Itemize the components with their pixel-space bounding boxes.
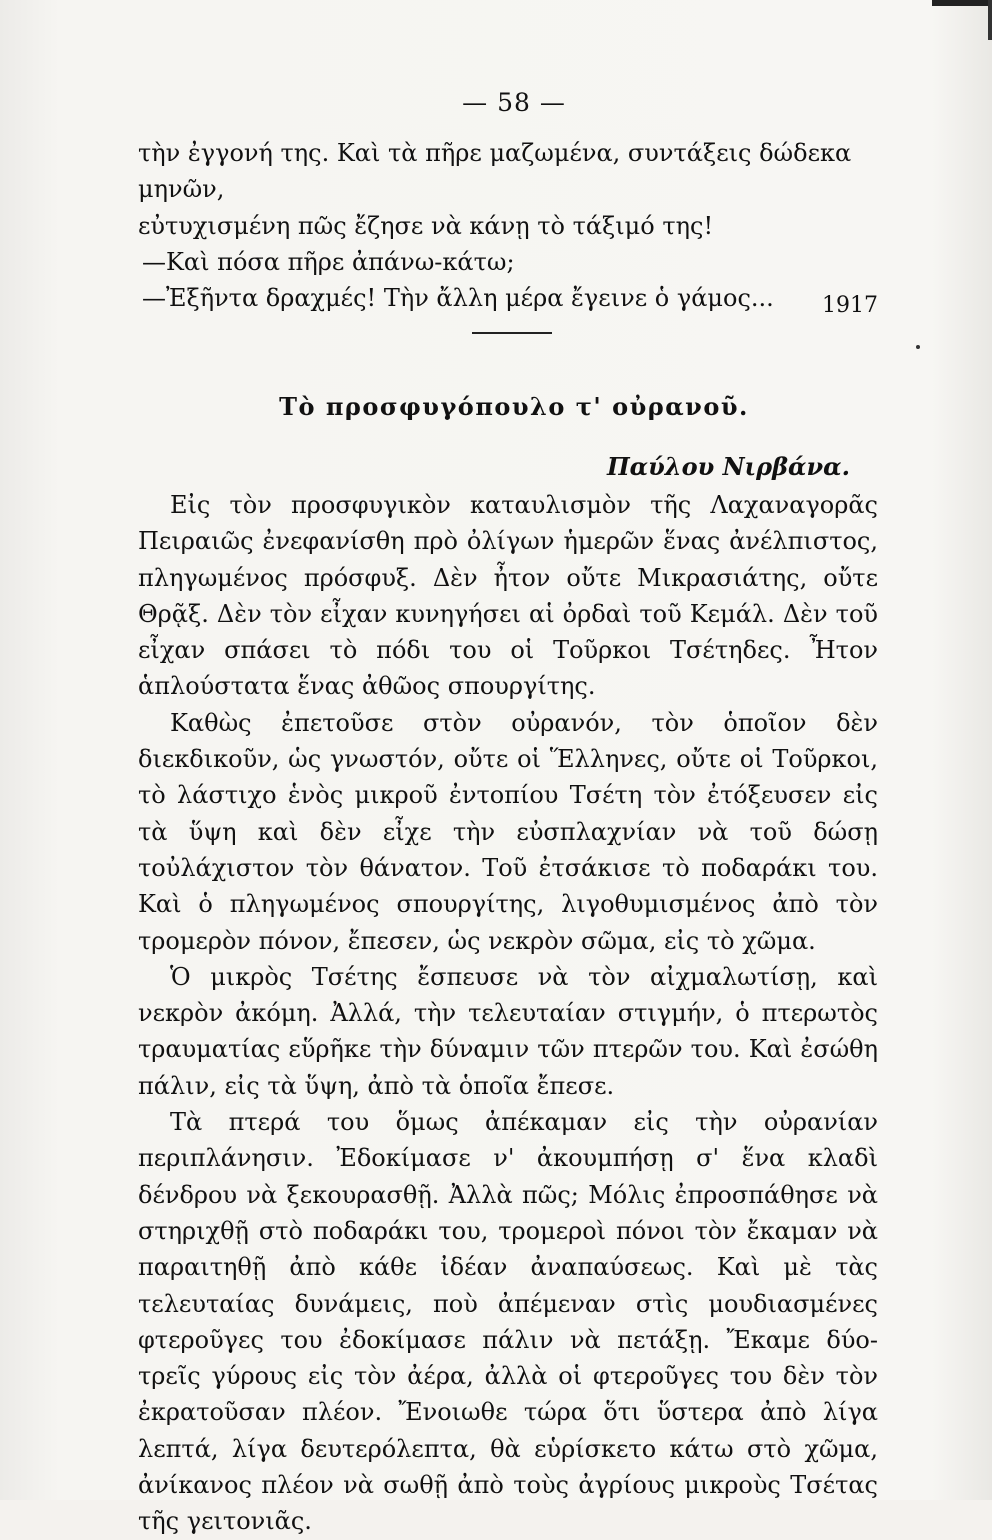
text-line: τὴν ἐγγονή της. Καὶ τὰ πῆρε μαζωμένα, συντάξεις δώδεκα μηνῶν, — [138, 139, 852, 204]
story-year: 1917 — [822, 293, 878, 318]
scan-speck — [916, 345, 920, 349]
text-line: —Καὶ πόσα πῆρε ἀπάνω-κάτω; — [142, 247, 515, 276]
story-body — [138, 487, 878, 1540]
scan-edge-right — [988, 0, 992, 40]
paragraph: Ὁ μικρὸς Τσέτης ἔσπευσε νὰ τὸν αἰχμαλωτίσῃ, καὶ νεκρὸν ἀκόμη. Ἀλλά, τὴν τελευταίαν στιγμήν, ὁ πτερωτὸς τραυματίας εὕρῆκε τὴν δύναμιν τῶν πτερῶν του. Καὶ ἐσώθη πάλιν, εἰς τὰ ὕψη, ἀπὸ τὰ ὁποῖα ἔπεσε. — [138, 962, 878, 1100]
previous-story-ending — [138, 135, 878, 316]
section-divider — [472, 332, 552, 334]
text-line: εὐτυχισμένη πῶς ἔζησε νὰ κάνῃ τὸ τάξιμό της! — [138, 211, 714, 240]
paragraph: Εἰς τὸν προσφυγικὸν καταυλισμὸν τῆς Λαχαναγορᾶς Πειραιῶς ἐνεφανίσθη πρὸ ὀλίγων ἡμερῶν ἕνας ἀνέλπιστος, πληγωμένος πρόσφυξ. Δὲν ἦτον οὔτε Μικρασιάτης, οὔτε Θρᾷξ. Δὲν τὸν εἶχαν κυνηγήσει αἱ ὀρδαὶ τοῦ Κεμάλ. Δὲν τοῦ εἶχαν σπάσει τὸ πόδι του οἱ Τοῦρκοι Τσέτηδες. Ἦτον ἁπλούστατα ἕνας ἀθῶος σπουργίτης. — [138, 491, 878, 701]
story-title: Τὸ προσφυγόπουλο τ' οὐρανοῦ. — [279, 392, 749, 421]
text-line: —Ἐξῆντα δραχμές! Τὴν ἄλλη μέρα ἔγεινε ὁ γάμος... — [142, 284, 774, 313]
paragraph: Τὰ πτερά του ὅμως ἀπέκαμαν εἰς τὴν οὐρανίαν περιπλάνησιν. Ἐδοκίμασε ν' ἀκουμπήσῃ σ' ἕνα κλαδὶ δένδρου νὰ ξεκουρασθῇ. Ἀλλὰ πῶς; Μόλις ἐπροσπάθησε νὰ στηριχθῇ στὸ ποδαράκι του, τρομεροὶ πόνοι τὸν ἔκαμαν νὰ παραιτηθῇ ἀπὸ κάθε ἰδέαν ἀναπαύσεως. Καὶ μὲ τὰς τελευταίας δυνάμεις, ποὺ ἀπέμεναν στὶς μουδιασμένες φτεροῦγες του ἐδοκίμασε πάλιν νὰ πετάξῃ. Ἔκαμε δύο-τρεῖς γύρους εἰς τὸν ἀέρα, ἀλλὰ οἱ φτεροῦγες του δὲν τὸν ἐκρατοῦσαν πλέον. Ἔνοιωθε τώρα ὅτι ὕστερα ἀπὸ λίγα λεπτά, λίγα δευτερόλεπτα, θὰ εὑρίσκετο κάτω στὸ χῶμα, ἀνίκανος πλέον νὰ σωθῇ ἀπὸ τοὺς ἀγρίους μικροὺς Τσέτας τῆς γειτονιᾶς. — [138, 1108, 878, 1536]
scan-edge-top — [932, 0, 992, 6]
story-author: Παύλου Νιρβάνα. — [606, 452, 850, 481]
page-number: — 58 — — [462, 88, 566, 117]
paragraph: Καθὼς ἐπετοῦσε στὸν οὐρανόν, τὸν ὁποῖον δὲν διεκδικοῦν, ὡς γνωστόν, οὔτε οἱ Ἕλληνες, οὔτε οἱ Τοῦρκοι, τὸ λάστιχο ἑνὸς μικροῦ ἐντοπίου Τσέτη τὸν ἐτόξευσεν εἰς τὰ ὕψη καὶ δὲν εἶχε τὴν εὐσπλαχνίαν νὰ τοῦ δώσῃ τοὐλάχιστον τὸν θάνατον. Τοῦ ἐτσάκισε τὸ ποδαράκι του. Καὶ ὁ πληγωμένος σπουργίτης, λιγοθυμισμένος ἀπὸ τὸν τρομερὸν πόνον, ἔπεσεν, ὡς νεκρὸν σῶμα, εἰς τὸ χῶμα. — [138, 708, 878, 955]
